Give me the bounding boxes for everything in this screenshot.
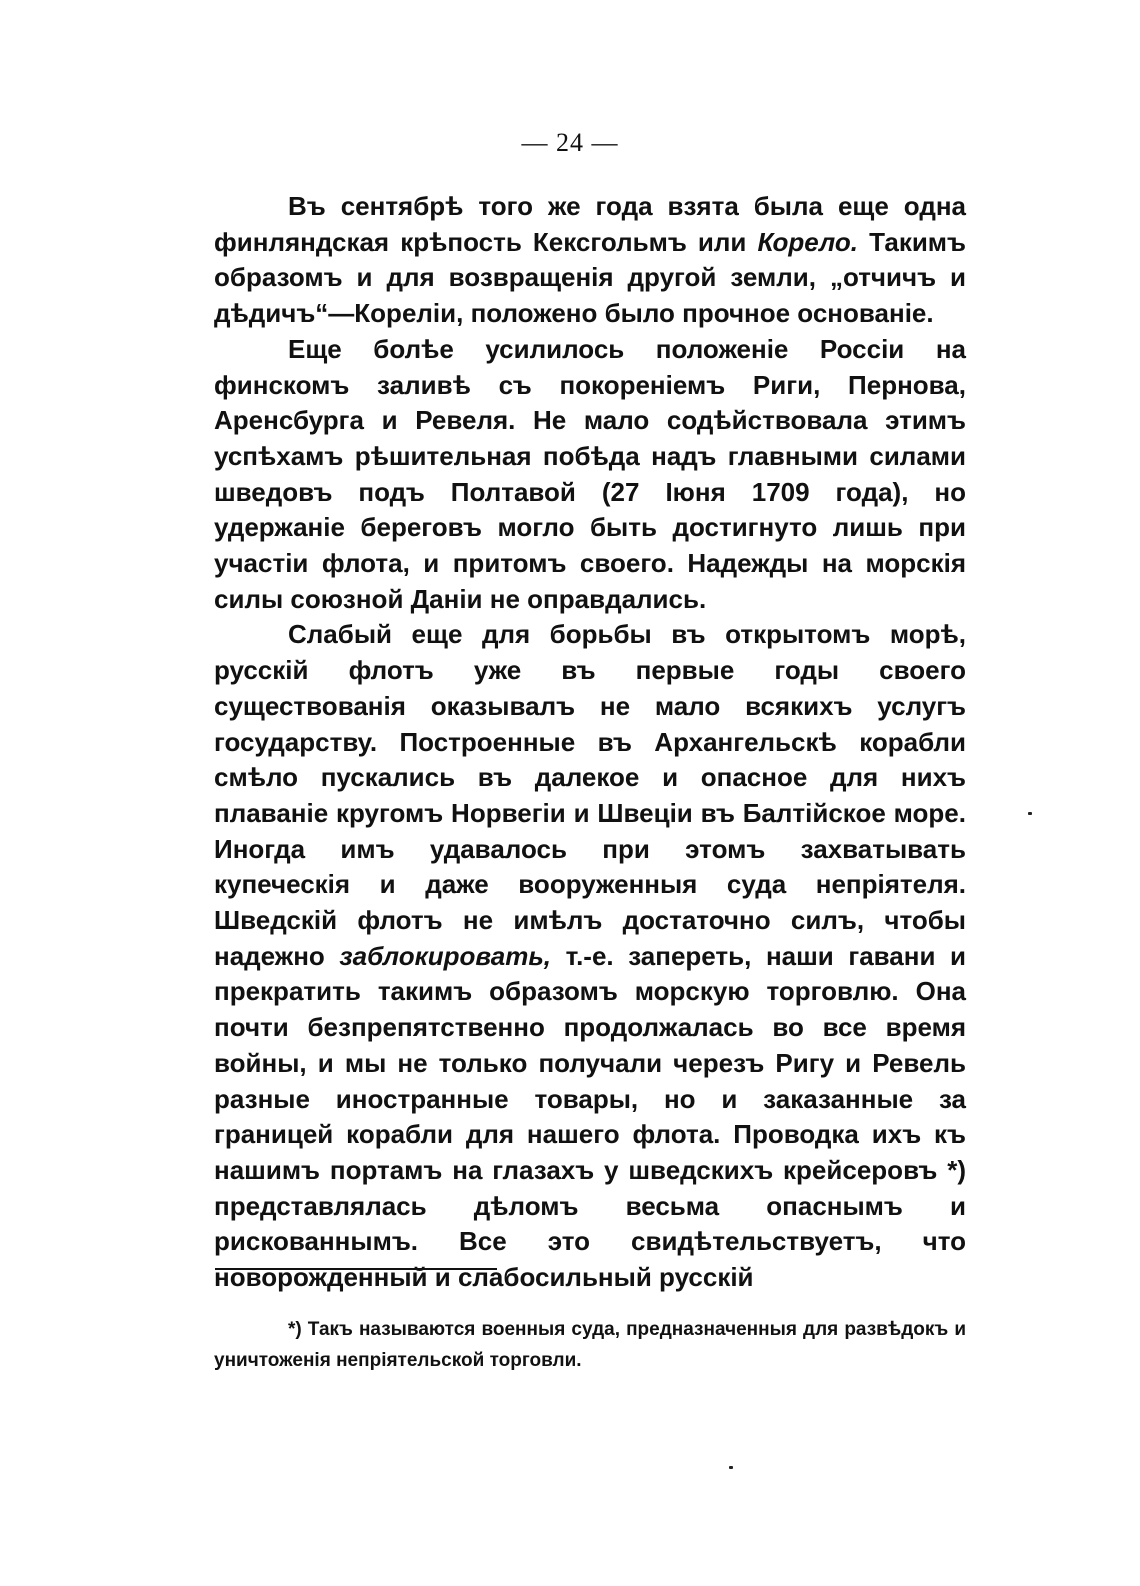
footnote — [214, 1314, 966, 1376]
emphasized-text: заблокировать, — [339, 940, 552, 971]
paragraph — [214, 617, 966, 1295]
paragraph — [214, 332, 966, 618]
paragraph — [214, 189, 966, 332]
paragraph-text: т.-е. запереть, наши гавани и прекратить такимъ образомъ морскую торговлю. Она почти безпрепятственно продолжалась во все время войны, и мы не только получали черезъ Ригу и Ревель разные иностранные товары, но и заказанные за границей корабли для нашего флота. Проводка ихъ къ нашимъ портамъ на глазахъ у шведскихъ крейсеровъ *) представлялась дѣломъ весьма опаснымъ и рискованнымъ. Все это свидѣтельствуетъ, что новорожденный и слабосильный русскій — [214, 940, 967, 1293]
emphasized-text: Корело. — [757, 226, 858, 257]
print-speck — [1028, 812, 1032, 815]
print-speck — [729, 1466, 733, 1469]
footnote-separator — [215, 1268, 497, 1270]
paragraph-text: Слабый еще для борьбы въ открытомъ морѣ, русскій флотъ уже въ первые годы своего существованія оказывалъ не мало всякихъ услугъ государству. Построенные въ Архангельскѣ корабли смѣло пускались въ далекое и опасное для нихъ плаваніе кругомъ Норвегіи и Швеціи въ Балтійское море. Иногда имъ удавалось при этомъ захватывать купеческія и даже вооруженныя суда непріятеля. Шведскій флотъ не имѣлъ достаточно силъ, чтобы надежно — [214, 619, 966, 971]
page-number: — 24 — — [521, 128, 619, 157]
paragraph-text: Еще болѣе усилилось положеніе Россіи на финскомъ заливѣ съ покореніемъ Риги, Пернова, Аренсбурга и Ревеля. Не мало содѣйствовала этимъ успѣхамъ рѣшительная побѣда надъ главными силами шведовъ подъ Полтавой (27 Іюня 1709 года), но удержаніе береговъ могло быть достигнуто лишь при участіи флота, и притомъ своего. Надежды на морскія силы союзной Даніи не оправдались. — [214, 333, 966, 614]
paragraph-text: Такимъ образомъ и для возвращенія другой земли, „отчичъ и дѣдичъ“—Кореліи, положено было прочное основаніе. — [214, 226, 966, 329]
paragraph-text: Въ сентябрѣ того же года взята была еще одна финляндская крѣпость Кексгольмъ или — [214, 191, 966, 257]
footnote-text: *) Такъ называются военныя суда, предназначенныя для развѣдокъ и уничтоженія непріятельской торговли. — [214, 1319, 966, 1371]
body-text — [214, 189, 966, 1296]
